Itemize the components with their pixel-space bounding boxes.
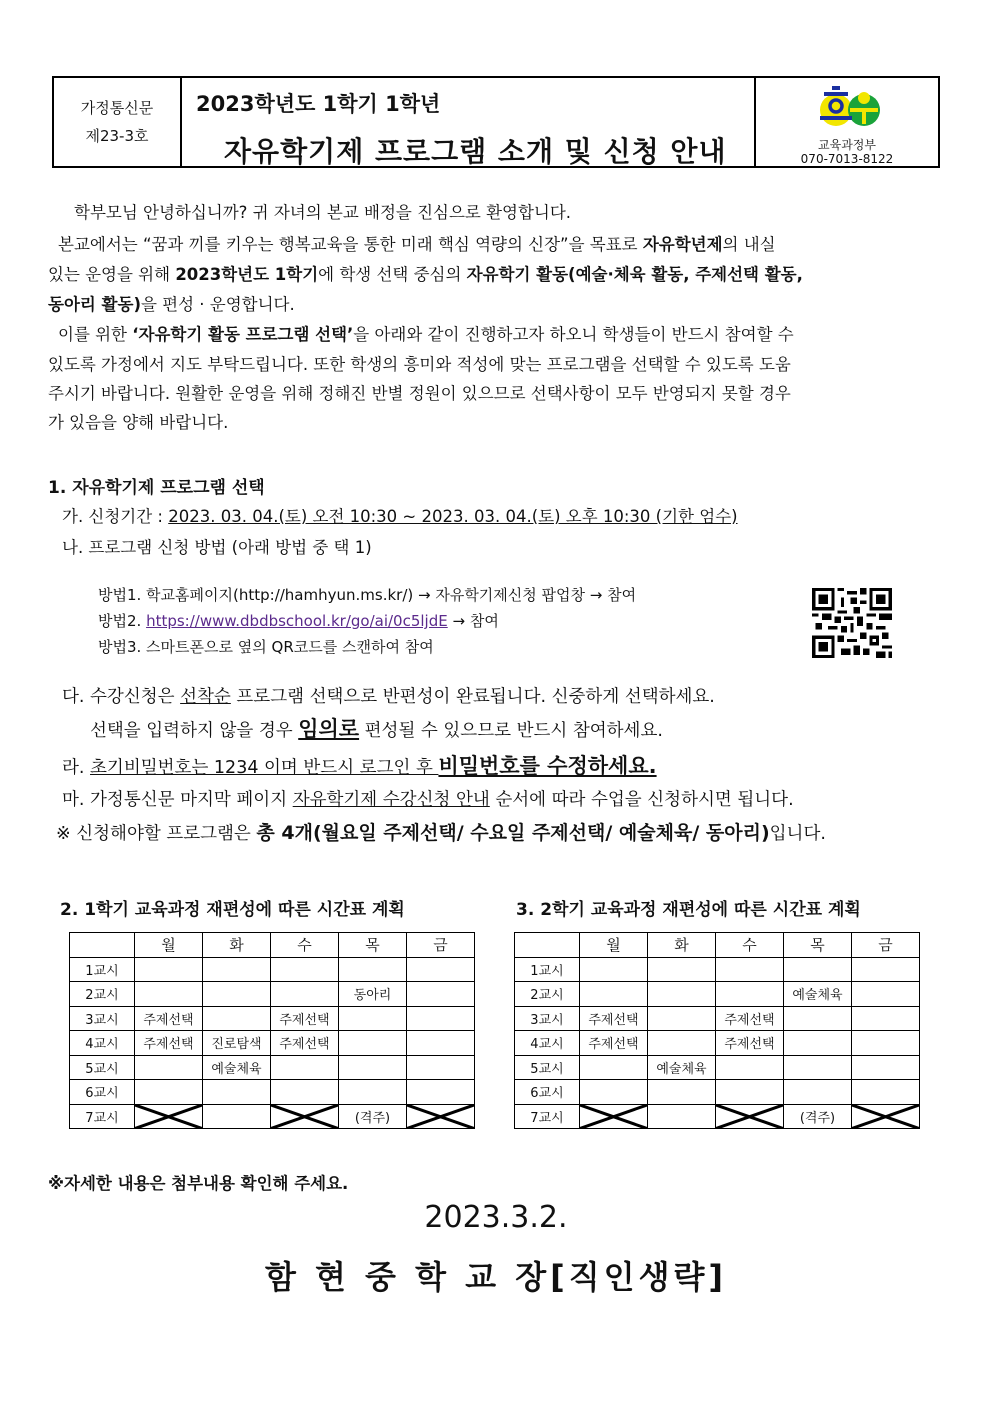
timetable-cell [716,957,784,982]
timetable-row [515,1055,920,1080]
timetable-row [70,1080,475,1105]
qr-code-icon[interactable] [812,588,892,658]
period-label: 5교시 [515,1055,580,1080]
no-class-cell [271,1104,339,1129]
method-1: 방법1. 학교홈페이지(http://hamhyun.ms.kr/) → 자유학기제신청 팝업창 → 참여 [98,586,637,604]
text-span: 라. [62,758,91,778]
period-label: 3교시 [70,1006,135,1031]
timetable-semester1 [69,932,475,1129]
intro-para2-line2 [48,260,803,290]
timetable-row [515,957,920,982]
item-ma [62,785,794,815]
timetable-row [515,1104,920,1129]
timetable-day-header: 화 [203,933,271,958]
timetable-cell [339,957,407,982]
note-programs [56,818,826,849]
timetable-corner [515,933,580,958]
intro-para3-line4: 가 있음을 양해 바랍니다. [48,413,229,432]
timetable-row [70,1031,475,1056]
timetable-day-header: 화 [648,933,716,958]
timetable-day-header: 월 [135,933,203,958]
timetable-day-header: 수 [271,933,339,958]
text-bold: 자유학기 활동(예술·체육 활동, 주제선택 활동, [466,265,803,284]
timetable-cell [339,1031,407,1056]
timetable-cell [852,957,920,982]
timetable-cell: 주제선택 [716,1006,784,1031]
timetable-cell [648,1080,716,1105]
newsletter-label: 가정통신문 [80,99,154,117]
dept-phone: 070-7013-8122 [800,152,894,166]
timetable-cell [784,1055,852,1080]
text-span: 이를 위한 [58,325,133,344]
no-class-cell [580,1104,648,1129]
timetable-row [70,982,475,1007]
year-line: 2023학년도 1학기 1학년 [196,92,441,116]
text-span: 순서에 따라 수업을 신청하시면 됩니다. [489,790,794,810]
method-2 [98,608,499,634]
dept-cell [756,78,938,166]
timetable-cell [852,1080,920,1105]
timetable-day-header: 목 [784,933,852,958]
text-span: ※ 신청해야할 프로그램은 [56,824,257,844]
text-bold: 2023학년도 1학기 [175,265,319,284]
timetable-cell [271,982,339,1007]
change-password-text: 비밀번호를 수정하세요. [438,754,657,778]
timetable-cell [407,957,475,982]
timetable-cell [203,1104,271,1129]
timetable-header-row [515,933,920,958]
period-label: 2교시 [70,982,135,1007]
text-span: 가. 신청기간 : [62,507,169,526]
principal-sign: 함 현 중 학 교 장[직인생략] [264,1258,728,1296]
timetable-cell: 주제선택 [716,1031,784,1056]
section3-title: 3. 2학기 교육과정 재편성에 따른 시간표 계획 [516,900,861,920]
cross-icon [135,1105,202,1129]
timetable-row [515,1006,920,1031]
timetable-cell: 예술체육 [203,1055,271,1080]
timetable-day-header: 금 [852,933,920,958]
header-box [52,76,940,168]
text-span: → 참여 [447,612,499,630]
dept-name: 교육과정부 [818,138,876,152]
text-span: 있는 운영을 위해 [48,265,176,284]
timetable-cell [580,982,648,1007]
period-label: 6교시 [515,1080,580,1105]
timetable-cell: 진로탐색 [203,1031,271,1056]
timetable-day-header: 수 [716,933,784,958]
text-span: 선택을 입력하지 않을 경우 [90,721,299,741]
school-logo-icon [818,84,882,134]
timetable-cell [339,1080,407,1105]
timetable-row [70,1104,475,1129]
timetable-semester2 [514,932,920,1129]
timetable-cell [580,1080,648,1105]
cross-icon [580,1105,647,1129]
period-label: 1교시 [70,957,135,982]
no-class-cell [852,1104,920,1129]
timetable-cell [407,982,475,1007]
apply-period [62,502,738,532]
timetable-cell [135,957,203,982]
period-label: 5교시 [70,1055,135,1080]
period-label: 4교시 [70,1031,135,1056]
greeting-line: 학부모님 안녕하십니까? 귀 자녀의 본교 배정을 진심으로 환영합니다. [74,203,572,222]
no-class-cell [135,1104,203,1129]
section2-title: 2. 1학기 교육과정 재편성에 따른 시간표 계획 [60,900,405,920]
intro-para2-line1 [58,230,942,260]
text-span: 편성될 수 있으므로 반드시 참여하세요. [359,721,663,741]
timetable-cell [271,1080,339,1105]
item-da-line2 [90,714,663,746]
issue-number: 제23-3호 [85,127,149,145]
no-class-cell [407,1104,475,1129]
timetable-cell [407,1055,475,1080]
timetable-cell [407,1031,475,1056]
guide-reference: 자유학기제 수강신청 안내 [292,790,490,810]
timetable-cell: 예술체육 [784,982,852,1007]
intro-para3-line1 [58,320,794,350]
period-label: 7교시 [515,1104,580,1129]
text-span: 마. 가정통신문 마지막 페이지 [62,790,293,810]
text-span: 방법2. [98,612,147,630]
timetable-corner [70,933,135,958]
timetable-cell [852,1006,920,1031]
timetable-row [515,982,920,1007]
timetable-cell [339,1006,407,1031]
initial-password-text: 초기비밀번호는 1234 이며 반드시 로그인 후 [90,758,439,778]
method-3: 방법3. 스마트폰으로 옆의 QR코드를 스캔하여 참여 [98,638,434,656]
timetable-cell: 주제선택 [271,1006,339,1031]
timetable-cell [203,957,271,982]
timetable-cell [135,982,203,1007]
footer-note: ※자세한 내용은 첨부내용 확인해 주세요. [48,1174,349,1193]
timetable-cell [203,982,271,1007]
cross-icon [716,1105,783,1129]
timetable-cell [648,1104,716,1129]
timetable-row [515,1031,920,1056]
timetable-cell [407,1006,475,1031]
timetable-row [70,1006,475,1031]
timetable-row [515,1080,920,1105]
timetable-cell [648,957,716,982]
page-title: 자유학기제 프로그램 소개 및 신청 안내 [224,135,727,168]
text-bold: ‘자유학기 활동 프로그램 선택’ [132,325,354,344]
text-bold: 자유학년제 [642,235,723,254]
timetable-day-header: 목 [339,933,407,958]
timetable-cell [203,1006,271,1031]
intro-para3-line2: 있도록 가정에서 지도 부탁드립니다. 또한 학생의 흥미와 적성에 맞는 프로그램을 선택할 수 있도록 도움 [48,355,791,374]
timetable-cell: 주제선택 [135,1006,203,1031]
timetable-cell [648,1006,716,1031]
text-span: 을 아래와 같이 진행하고자 하오니 학생들이 반드시 참여할 수 [353,325,794,344]
issue-date: 2023.3.2. [424,1200,568,1235]
method-2-link[interactable]: https://www.dbdbschool.kr/go/ai/0c5ljdE [146,612,448,630]
timetable-cell [716,982,784,1007]
timetable-cell [203,1080,271,1105]
timetable-header-row [70,933,475,958]
text-span: 프로그램 선택으로 반편성이 완료됩니다. 신중하게 선택하세요. [230,687,715,707]
period-label: 3교시 [515,1006,580,1031]
timetable-cell: (격주) [784,1104,852,1129]
cross-icon [407,1105,474,1129]
timetable-cell [271,1055,339,1080]
intro-para2-line3 [48,290,295,320]
item-da [62,682,715,712]
timetable-cell: 주제선택 [580,1006,648,1031]
issue-cell [54,78,182,166]
apply-period-value: 2023. 03. 04.(토) 오전 10:30 ~ 2023. 03. 04.(토) 오후 10:30 (기한 엄수) [168,507,738,526]
timetable-cell [716,1055,784,1080]
timetable-cell [648,982,716,1007]
timetable-cell [784,1080,852,1105]
random-text: 임의로 [298,717,360,741]
timetable-cell [784,1031,852,1056]
timetable-cell [852,1055,920,1080]
item-ra [62,751,657,783]
period-label: 6교시 [70,1080,135,1105]
timetable-cell [271,957,339,982]
timetable-cell: 예술체육 [648,1055,716,1080]
timetable-cell [852,1031,920,1056]
period-label: 2교시 [515,982,580,1007]
timetable-cell: 동아리 [339,982,407,1007]
timetable-day-header: 월 [580,933,648,958]
timetable-cell: 주제선택 [271,1031,339,1056]
timetable-cell [135,1080,203,1105]
timetable-cell [580,957,648,982]
timetable-cell [135,1055,203,1080]
text-span: 의 내실 [722,235,776,254]
text-bold: 동아리 활동) [48,295,141,314]
timetable-row [70,1055,475,1080]
text-span: 입니다. [769,824,826,844]
first-come-text: 선착순 [180,687,231,707]
timetable-cell [339,1055,407,1080]
program-count: 총 4개(월요일 주제선택/ 수요일 주제선택/ 예술체육/ 동아리) [256,822,770,844]
timetable-cell: 주제선택 [580,1031,648,1056]
timetable-cell [716,1080,784,1105]
timetable-row [70,957,475,982]
timetable-cell: 주제선택 [135,1031,203,1056]
timetable-cell [852,982,920,1007]
cross-icon [852,1105,919,1129]
cross-icon [271,1105,338,1129]
text-span: 을 편성 · 운영합니다. [140,295,295,314]
period-label: 7교시 [70,1104,135,1129]
intro-para3-line3: 주시기 바랍니다. 원활한 운영을 위해 정해진 반별 정원이 있으므로 선택사항이 모두 반영되지 못할 경우 [48,384,791,403]
text-span: 본교에서는 “꿈과 끼를 키우는 행복교육을 통한 미래 핵심 역량의 신장”을 목표로 [58,235,643,254]
timetable-cell [784,957,852,982]
timetable-cell: (격주) [339,1104,407,1129]
timetable-day-header: 금 [407,933,475,958]
text-span: 다. 수강신청은 [62,687,181,707]
no-class-cell [716,1104,784,1129]
timetable-cell [580,1055,648,1080]
timetable-cell [648,1031,716,1056]
timetable-cell [407,1080,475,1105]
period-label: 1교시 [515,957,580,982]
period-label: 4교시 [515,1031,580,1056]
text-span: 에 학생 선택 중심의 [318,265,467,284]
timetable-cell [784,1006,852,1031]
title-cell [182,78,756,166]
apply-method-heading: 나. 프로그램 신청 방법 (아래 방법 중 택 1) [62,538,372,557]
section1-title: 1. 자유학기제 프로그램 선택 [48,478,265,498]
